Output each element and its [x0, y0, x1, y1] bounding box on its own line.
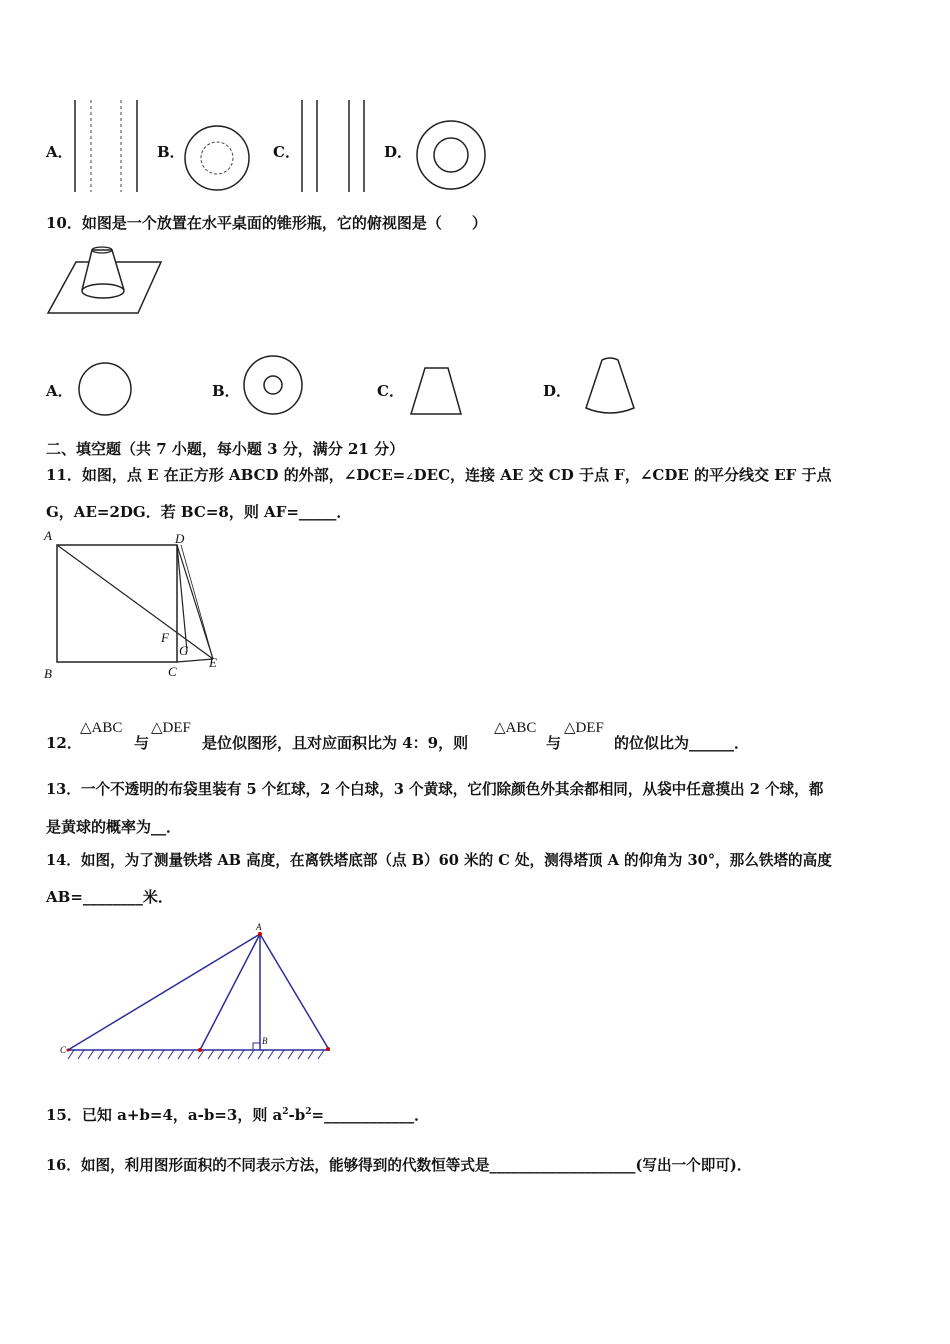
q14-line-1: 14．如图，为了测量铁塔 AB 高度，在离铁塔底部（点 B）60 米的 C 处，测得塔顶 A 的仰角为 30°，那么铁塔的高度: [46, 852, 832, 869]
section-heading: 二、填空题（共 7 小题，每小题 3 分，满分 21 分）: [46, 440, 405, 458]
q10-text: 10．如图是一个放置在水平桌面的锥形瓶，它的俯视图是（ ）: [46, 214, 487, 232]
q11-label-e: E: [209, 655, 217, 670]
q9-option-b-label: B．: [157, 143, 185, 161]
q10-option-b-figure: [240, 352, 310, 422]
q11-line-1a: 11．如图，点 E 在正方形 ABCD 的外部，∠DCE=: [46, 466, 406, 484]
q16-text: 16．如图，利用图形面积的不同表示方法，能够得到的代数恒等式是____________________(写出一个即可)．: [46, 1157, 752, 1174]
q15-mid: -b: [288, 1106, 306, 1124]
q12-conj-2: 与: [546, 734, 562, 752]
q15-text: [46, 1104, 429, 1125]
q10-option-a-figure: [74, 358, 138, 422]
q12-triangle-def-1: △DEF: [151, 720, 191, 736]
q11-label-b: B: [44, 666, 52, 681]
q14-tower-figure: [56, 920, 346, 1066]
q10-option-c-figure: [405, 362, 469, 420]
q14-label-b: B: [262, 1036, 268, 1046]
q12-conj-1: 与: [134, 734, 150, 752]
q9-option-a-figure: [70, 98, 142, 196]
q15-pre: 15．已知 a+b=4，a-b=3，则 a: [46, 1106, 283, 1124]
q9-option-c-figure: [297, 98, 369, 196]
q11-line-1b: DEC，连接 AE 交 CD 于点 F，∠CDE 的平分线交 EF 于点: [413, 466, 832, 484]
q11-label-c: C: [168, 664, 177, 679]
q11-line-2: G，AE=2DG．若 BC=8，则 AF=_____．: [46, 503, 352, 521]
q10-option-c-label: C．: [377, 382, 404, 400]
q9-option-a-label: A．: [46, 143, 73, 161]
q12-triangle-def-2: △DEF: [564, 720, 604, 736]
q14-label-a: A: [256, 922, 262, 932]
q12-middle-text: 是位似图形，且对应面积比为 4：9，则: [202, 734, 469, 752]
q10-option-d-label: D．: [543, 382, 572, 400]
q13-line-1: 13．一个不透明的布袋里装有 5 个红球，2 个白球，3 个黄球，它们除颜色外其余都相同，从袋中任意摸出 2 个球，都: [46, 781, 824, 798]
q12-end-text: 的位似比为______．: [614, 734, 750, 752]
q15-post: =____________．: [311, 1106, 430, 1124]
q11-label-f: F: [161, 630, 169, 645]
q14-label-c: C: [60, 1045, 67, 1055]
q9-option-d-label: D．: [384, 143, 413, 161]
q9-option-b-figure: [180, 122, 256, 194]
q15-exp-2: 2: [305, 1107, 312, 1117]
q11-label-a: A: [44, 528, 52, 543]
q9-option-d-figure: [410, 116, 492, 194]
q15-exp-1: 2: [282, 1107, 289, 1117]
q11-label-d: D: [175, 531, 185, 546]
q11-angle-symbol: ∠: [405, 472, 414, 483]
q10-cone-flask-figure: [46, 238, 166, 322]
q9-option-c-label: C．: [273, 143, 300, 161]
q12-number: 12．: [46, 734, 82, 752]
q10-option-a-label: A．: [46, 382, 73, 400]
q14-line-2: AB=________米．: [46, 888, 173, 906]
q12-triangle-abc-1: △ABC: [80, 720, 123, 736]
q13-line-2: 是黄球的概率为__．: [46, 818, 182, 836]
q11-label-g: G: [179, 643, 189, 658]
q10-option-b-label: B．: [212, 382, 240, 400]
q10-option-d-figure: [580, 354, 642, 420]
q12-triangle-abc-2: △ABC: [494, 720, 537, 736]
q11-square-figure: [40, 528, 230, 688]
q11-line-1: [46, 464, 832, 485]
